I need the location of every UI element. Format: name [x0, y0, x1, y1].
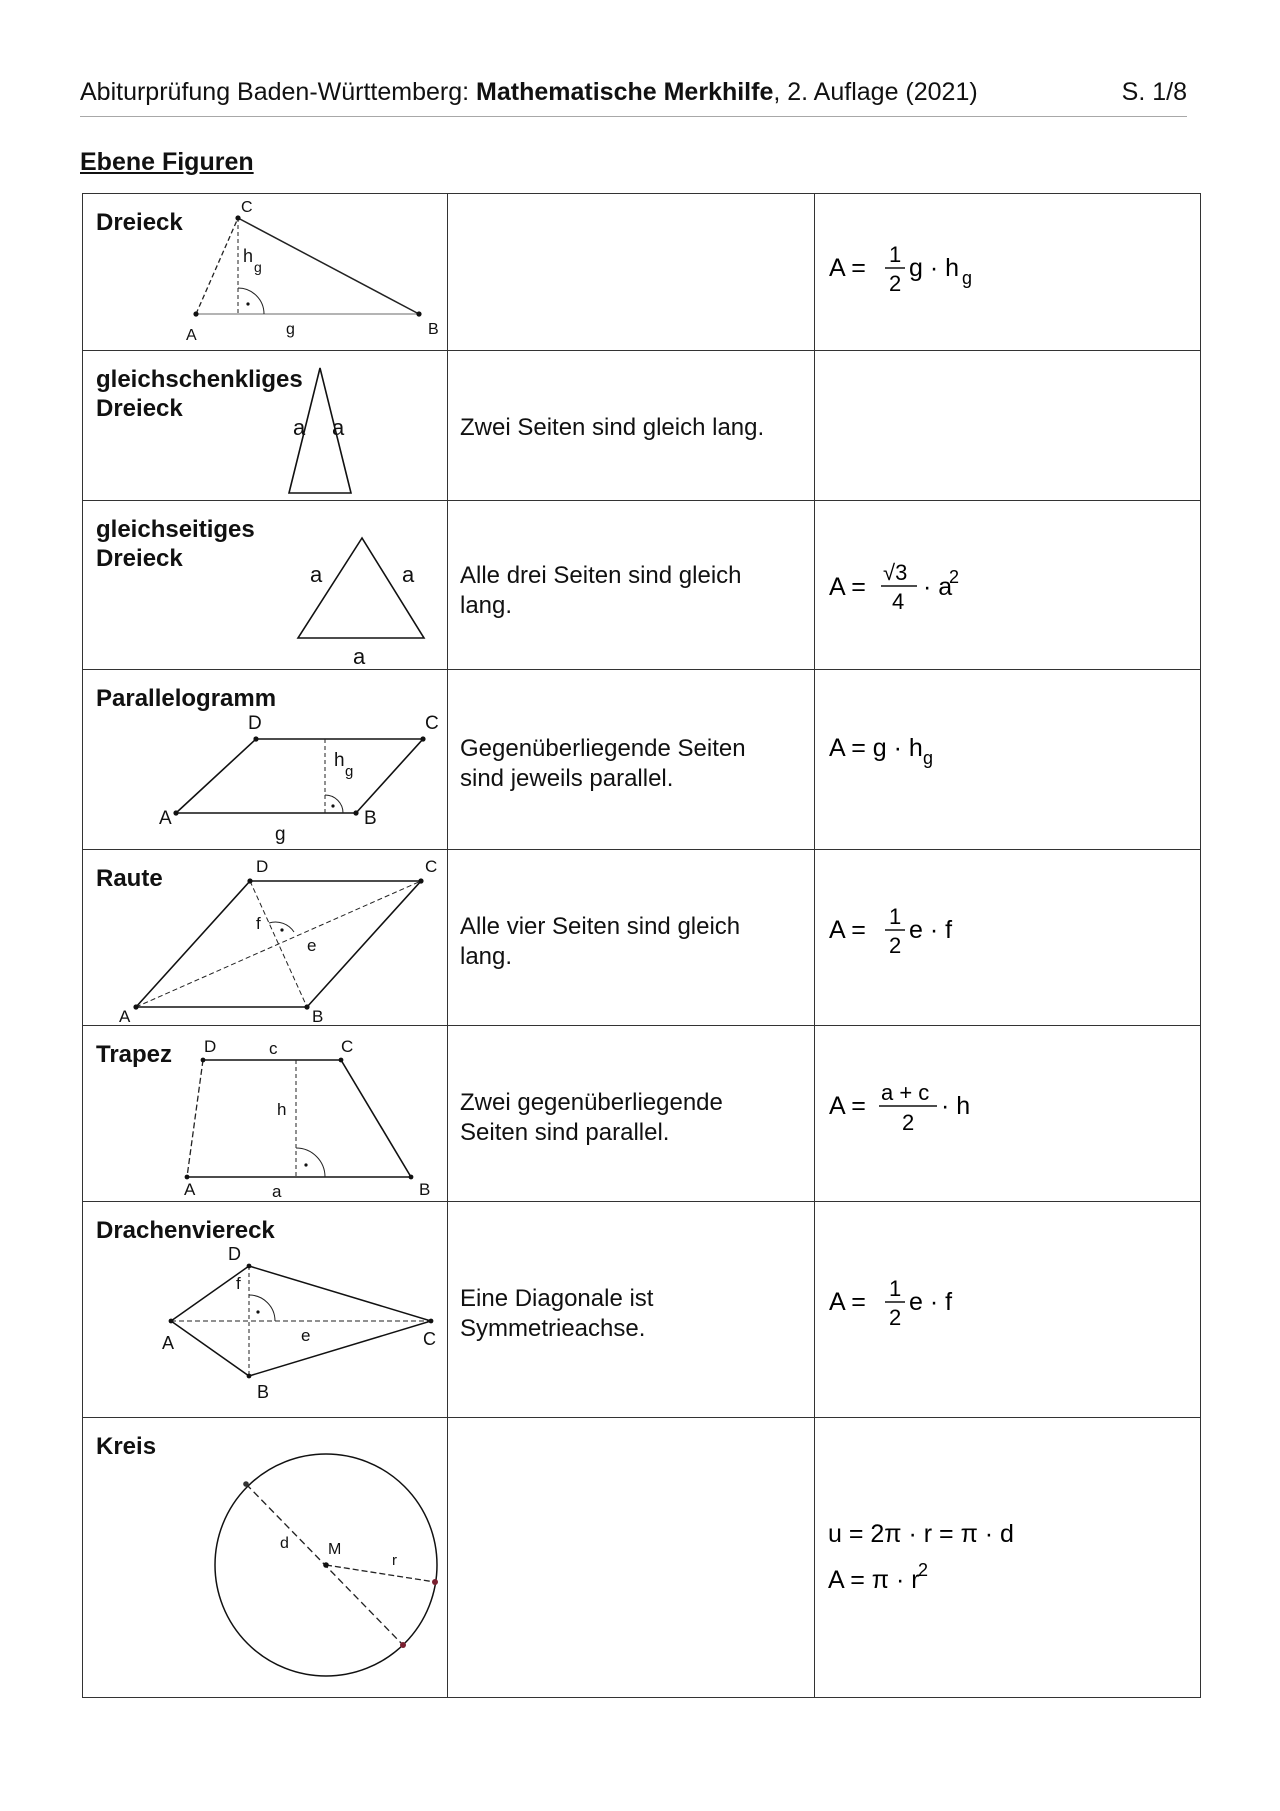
figure-cell [83, 501, 448, 670]
figure-name: gleichseitiges Dreieck [96, 516, 255, 572]
label-B: B [312, 1007, 324, 1026]
label-a-right: a [332, 415, 345, 440]
label-A: A [186, 327, 197, 344]
description-cell [448, 1418, 815, 1698]
table-row [83, 850, 1201, 1026]
description-cell [448, 351, 815, 501]
formula-cell [815, 1202, 1201, 1418]
page-header [80, 78, 1187, 117]
label-B: B [257, 1382, 270, 1402]
label-g: g [275, 824, 286, 845]
description-cell [448, 1026, 815, 1202]
label-A: A [184, 1180, 196, 1199]
description-cell [448, 1202, 815, 1418]
figure-name: Parallelogramm [96, 685, 277, 712]
fraction-numerator: 1 [889, 904, 902, 929]
label-h-sub: g [254, 259, 262, 275]
formula-rest: e · f [909, 1288, 953, 1316]
label-D: D [228, 1244, 241, 1264]
description-cell [448, 670, 815, 850]
header-title [80, 78, 978, 107]
label-B: B [419, 1180, 431, 1199]
triangle-figure [83, 194, 448, 351]
formula-subscript: g [962, 268, 973, 288]
label-M: M [328, 1541, 342, 1558]
formula-lhs: A = [829, 573, 866, 601]
fraction-numerator: 1 [889, 242, 902, 267]
fraction-numerator: a + c [881, 1080, 930, 1105]
formula-lhs: A = [829, 916, 866, 944]
label-f: f [256, 914, 261, 933]
fraction-denominator: 2 [889, 271, 902, 296]
formula-lhs: A = [829, 1288, 866, 1316]
page-number: S. 1/8 [1121, 78, 1187, 106]
formula-exponent: 2 [949, 567, 960, 587]
formula-cell [815, 1418, 1201, 1698]
table-row [83, 1202, 1201, 1418]
formula-cell [815, 850, 1201, 1026]
table-row [83, 1026, 1201, 1202]
formula-rest: g · h [909, 254, 960, 282]
label-B: B [428, 321, 439, 338]
label-a-left: a [310, 562, 323, 587]
formula-parallelogram [829, 724, 1129, 784]
formula-rest: · a [923, 573, 953, 601]
label-a-bottom: a [353, 644, 366, 669]
table-row [83, 351, 1201, 501]
label-e: e [307, 936, 317, 955]
figure-name: gleichschenkliges Dreieck [96, 366, 303, 422]
table-row [83, 501, 1201, 670]
figure-cell [83, 1026, 448, 1202]
header-bold-title: Mathematische Merkhilfe [476, 78, 774, 106]
formula-cell [815, 501, 1201, 670]
figure-cell [83, 1418, 448, 1698]
trapezoid-figure [83, 1026, 448, 1202]
label-a: a [272, 1182, 282, 1201]
rhombus-figure [83, 850, 448, 1026]
fraction-numerator: √3 [883, 560, 908, 585]
formula-exponent: 2 [918, 1560, 929, 1580]
label-g: g [286, 321, 295, 338]
label-B: B [364, 808, 377, 829]
formula-rest: e · f [909, 916, 953, 944]
description-cell [448, 501, 815, 670]
label-a-right: a [402, 562, 415, 587]
label-h: h [243, 246, 254, 266]
formula-cell [815, 194, 1201, 351]
figure-name: Kreis [96, 1433, 157, 1460]
description-text: Eine Diagonale ist Symmetrieachse. [460, 1285, 654, 1342]
figure-cell [83, 670, 448, 850]
fraction-denominator: 4 [892, 589, 905, 614]
label-h-sub: g [345, 763, 354, 780]
table-row [83, 670, 1201, 850]
label-C: C [425, 713, 439, 734]
formula-kite [829, 1266, 1129, 1346]
label-A: A [162, 1333, 175, 1353]
formula-lhs: A = [829, 1092, 866, 1120]
figure-cell [83, 1202, 448, 1418]
circle-figure [83, 1418, 448, 1698]
formula-circumference: u = 2π · r = π · d [828, 1520, 1014, 1548]
formula-rest: · h [941, 1092, 971, 1120]
label-C: C [423, 1329, 436, 1349]
formula-triangle [829, 234, 1129, 314]
label-C: C [341, 1037, 354, 1056]
header-prefix: Abiturprüfung Baden-Württemberg: [80, 78, 477, 106]
label-D: D [256, 857, 269, 876]
description-cell [448, 194, 815, 351]
label-r: r [392, 1552, 397, 1569]
label-A: A [119, 1007, 131, 1026]
label-e: e [301, 1326, 311, 1345]
formula-trapezoid [829, 1070, 1129, 1150]
figure-name: Raute [96, 865, 163, 892]
fraction-denominator: 2 [889, 933, 902, 958]
label-D: D [248, 713, 262, 734]
fraction-denominator: 2 [889, 1305, 902, 1330]
table-row [83, 1418, 1201, 1698]
formula-rhombus [829, 894, 1129, 974]
equilateral-triangle-figure [83, 501, 448, 670]
label-D: D [204, 1037, 217, 1056]
figure-name: Drachenviereck [96, 1217, 275, 1244]
fraction-denominator: 2 [902, 1110, 915, 1135]
figure-cell [83, 194, 448, 351]
label-C: C [241, 199, 253, 216]
header-edition: , 2. Auflage (2021) [773, 78, 978, 106]
kite-figure [83, 1202, 448, 1418]
description-text: Zwei gegenüberliegende Seiten sind parallel. [460, 1089, 723, 1146]
label-h: h [277, 1100, 287, 1119]
formula-circle [828, 1518, 1148, 1618]
formula-subscript: g [923, 748, 934, 768]
formula-lhs: A = [829, 254, 866, 282]
label-C: C [425, 857, 438, 876]
figure-cell [83, 351, 448, 501]
description-text: Gegenüberliegende Seiten sind jeweils parallel. [460, 735, 746, 792]
description-text: Alle vier Seiten sind gleich lang. [460, 913, 741, 970]
formula-equilateral [829, 547, 1129, 627]
fraction-numerator: 1 [889, 1276, 902, 1301]
label-f: f [236, 1274, 241, 1293]
description-text: Alle drei Seiten sind gleich lang. [460, 562, 742, 619]
figure-cell [83, 850, 448, 1026]
label-c: c [269, 1039, 278, 1058]
description-cell [448, 850, 815, 1026]
formula-cell [815, 351, 1201, 501]
label-a-left: a [293, 415, 306, 440]
formula-cell [815, 1026, 1201, 1202]
formula-cell [815, 670, 1201, 850]
label-A: A [159, 808, 172, 829]
label-h: h [334, 750, 345, 771]
parallelogram-figure [83, 670, 448, 850]
figures-table [82, 193, 1201, 1698]
description-text: Zwei Seiten sind gleich lang. [460, 414, 765, 441]
figure-name: Dreieck [96, 209, 183, 236]
formula-area: A = π · r [828, 1566, 920, 1594]
formula-lhs: A = g · h [829, 734, 923, 762]
table-row [83, 194, 1201, 351]
label-d: d [280, 1535, 289, 1552]
isosceles-triangle-figure [83, 351, 448, 501]
figure-name: Trapez [96, 1041, 173, 1068]
section-title: Ebene Figuren [80, 148, 254, 176]
